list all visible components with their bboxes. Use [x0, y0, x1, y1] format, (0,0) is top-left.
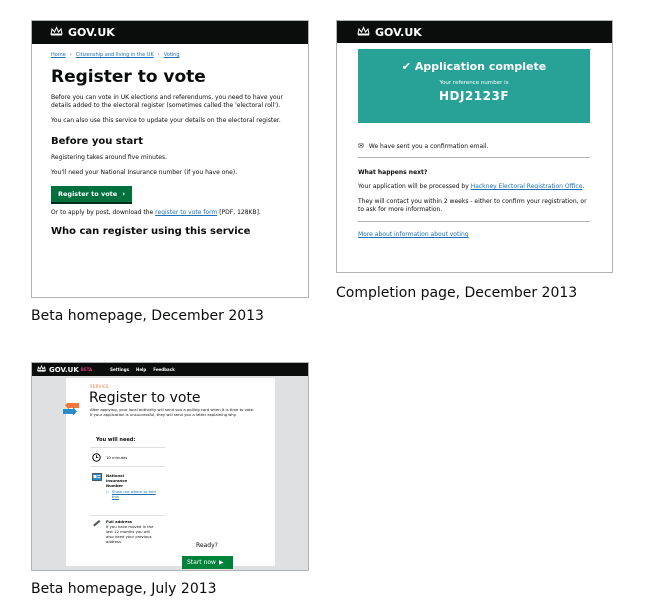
email-text: We have sent you a confirmation email.	[368, 142, 489, 150]
crown-icon	[37, 365, 46, 374]
register-form-link[interactable]: register to vote form	[155, 209, 218, 216]
chevron-right-icon: ›	[122, 190, 126, 198]
show-me-where-link[interactable]: Show me where to find this	[111, 489, 156, 499]
requirement-item	[92, 519, 156, 544]
ni-card-icon	[92, 473, 102, 482]
screenshot-beta-homepage-dec-2013	[31, 20, 309, 298]
arrow-right-icon: ▶	[218, 559, 224, 566]
envelope-icon: ✉	[358, 142, 364, 150]
caption-completion-dec: Completion page, December 2013	[336, 285, 578, 301]
nav-settings[interactable]: Settings	[110, 367, 129, 372]
caption-beta-dec: Beta homepage, December 2013	[31, 308, 264, 324]
requirement-item	[92, 473, 142, 488]
what-happens-next-heading: What happens next?	[358, 169, 428, 176]
ready-label: Ready?	[196, 542, 218, 549]
govuk-header	[32, 21, 308, 44]
more-about-voting-link[interactable]: More about information about voting	[358, 231, 469, 238]
page-title: Register to vote	[89, 390, 201, 406]
requirement-text: National Insurance Number	[106, 473, 128, 488]
screenshot-beta-homepage-jul-2013	[31, 362, 309, 571]
beta-tag: BETA	[80, 367, 93, 372]
reference-number: HDJ2123F	[438, 89, 510, 103]
requirement-text: If you have moved in the last 12 months you will also need your previous address.	[106, 524, 154, 544]
intro-paragraph: Before you can vote in UK elections and referendums, you need to have your details added to the electoral register (sometimes called the 'electoral roll').	[51, 94, 283, 109]
play-icon: ▷	[106, 489, 109, 494]
confirmation-panel	[358, 49, 590, 123]
register-button-label: Register to vote	[58, 190, 118, 198]
before-you-start-heading: Before you start	[51, 136, 144, 147]
contact-text: They will contact you within 2 weeks - either to confirm your registration, or to ask for more information.	[358, 198, 587, 213]
requirement-link-row	[106, 489, 166, 499]
start-now-button[interactable]	[182, 556, 233, 569]
crown-icon	[50, 26, 63, 39]
check-icon: ✔	[401, 60, 415, 73]
post-application-text: Or to apply by post, download the register to vote form [PDF, 128KB].	[51, 209, 261, 216]
reference-label: Your reference number is	[439, 80, 509, 86]
register-to-vote-button[interactable]	[51, 186, 132, 202]
govuk-logo-text[interactable]: GOV.UK	[68, 26, 115, 39]
confirmation-email-notice	[358, 142, 590, 150]
govuk-header	[337, 21, 612, 43]
govuk-beta-header	[32, 363, 308, 376]
divider	[90, 515, 165, 516]
nav-feedback[interactable]: Feedback	[153, 367, 175, 372]
service-card	[66, 378, 275, 566]
who-can-register-heading: Who can register using this service	[51, 226, 251, 237]
nav-help[interactable]: Help	[135, 367, 147, 372]
service-arrows-icon	[63, 400, 79, 412]
panel-title: Application complete	[414, 60, 547, 73]
ni-number-text: You'll need your National Insurance number (if you have one).	[51, 169, 238, 176]
clock-icon	[92, 453, 102, 462]
page-title: Register to vote	[51, 67, 206, 87]
pen-icon	[92, 519, 102, 528]
breadcrumb-home[interactable]: Home	[51, 52, 66, 58]
requirement-title: Full address	[106, 519, 132, 524]
screenshot-completion-page-dec-2013	[336, 20, 613, 273]
you-will-need-heading: You will need:	[96, 437, 136, 443]
duration-text: Registering takes around five minutes.	[51, 154, 168, 161]
hackney-office-link[interactable]: Hackney Electoral Registration Office	[470, 183, 583, 190]
service-tag: SERVICE	[90, 384, 109, 389]
intro-paragraph: After applying, your local authority will send you a polling card when it is time to vote. If your application is unsuccessful, they will send you a letter explaining why.	[90, 407, 255, 417]
divider	[358, 221, 590, 222]
update-paragraph: You can also use this service to update your details on the electoral register.	[51, 117, 281, 124]
divider	[358, 157, 590, 158]
divider	[90, 466, 165, 467]
crown-icon	[357, 26, 370, 39]
processing-text: Your application will be processed by Hackney Electoral Registration Office.	[358, 183, 585, 190]
breadcrumb-citizenship[interactable]: Citizenship and living in the UK	[75, 52, 154, 58]
breadcrumb-voting[interactable]: Voting	[163, 52, 180, 58]
divider	[90, 447, 165, 448]
start-now-label: Start now	[187, 559, 216, 566]
caption-beta-jul: Beta homepage, July 2013	[31, 581, 217, 597]
requirement-item	[92, 453, 127, 462]
govuk-logo-text[interactable]: GOV.UK	[375, 25, 422, 39]
govuk-logo-text[interactable]: GOV.UK	[49, 365, 79, 374]
breadcrumb: Home › Citizenship and living in the UK › Voting	[51, 52, 180, 58]
requirement-text: 10 minutes	[106, 455, 128, 460]
